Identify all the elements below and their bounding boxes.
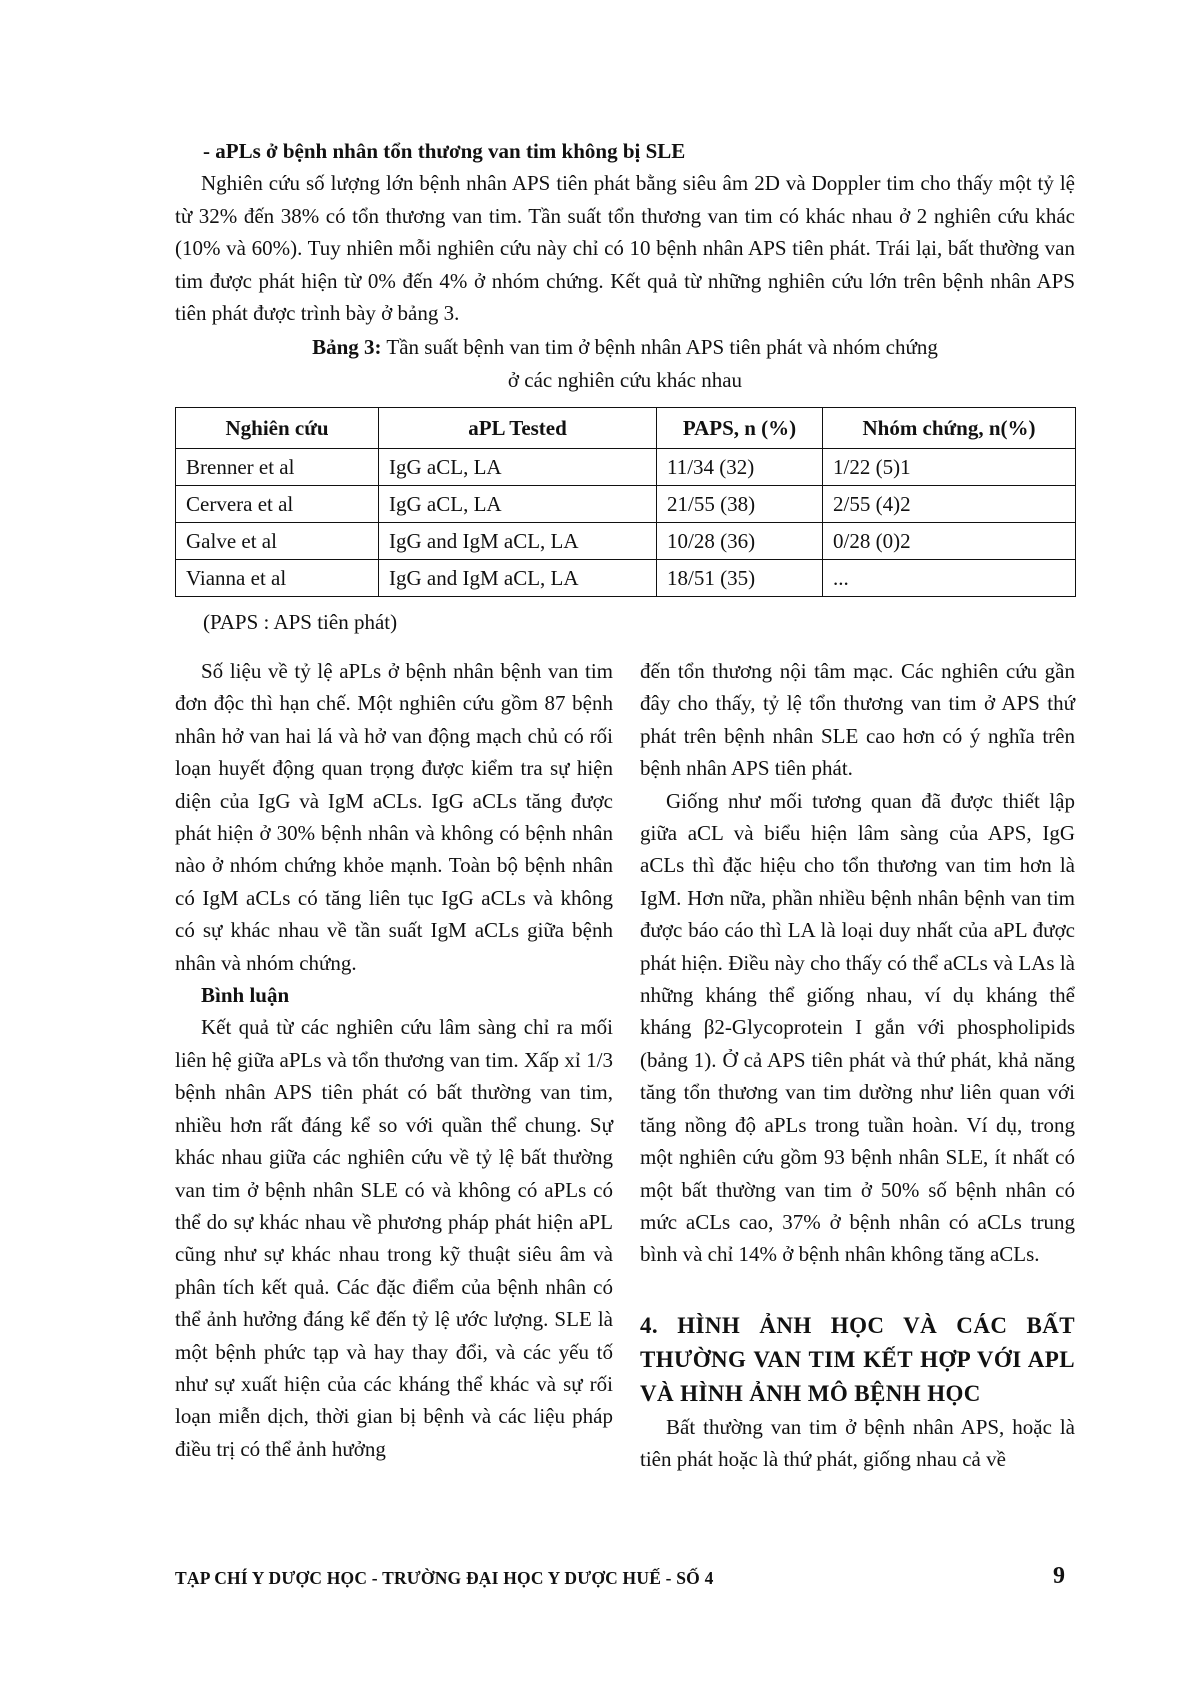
table-cell: IgG aCL, LA bbox=[379, 486, 657, 523]
table-header-cell: aPL Tested bbox=[379, 408, 657, 449]
comment-subheading: Bình luận bbox=[201, 983, 290, 1008]
table-cell: 10/28 (36) bbox=[657, 523, 823, 560]
table-header-cell: PAPS, n (%) bbox=[657, 408, 823, 449]
journal-footer: TẠP CHÍ Y DƯỢC HỌC - TRƯỜNG ĐẠI HỌC Y DƯỢC HUẾ - SỐ 4 bbox=[175, 1568, 714, 1588]
table-cell: IgG and IgM aCL, LA bbox=[379, 523, 657, 560]
left-column bbox=[175, 655, 613, 1465]
table-cell: Cervera et al bbox=[176, 486, 379, 523]
table-header-cell: Nghiên cứu bbox=[176, 408, 379, 449]
right-paragraph-3: Bất thường van tim ở bệnh nhân APS, hoặc là tiên phát hoặc là thứ phát, giống nhau cả về bbox=[640, 1414, 1075, 1472]
intro-paragraph: Nghiên cứu số lượng lớn bệnh nhân APS tiên phát bằng siêu âm 2D và Doppler tim cho thấy một tỷ lệ từ 32% đến 38% có tổn thương van tim. Tần suất tổn thương van tim có khác nhau ở 2 nghiên cứu khác (10% và 60%). Tuy nhiên mỗi nghiên cứu này chỉ có 10 bệnh nhân APS tiên phát. Trái lại, bất thường van tim được phát hiện từ 0% đến 4% ở nhóm chứng. Kết quả từ những nghiên cứu lớn trên bệnh nhân APS tiên phát được trình bày ở bảng 3. bbox=[175, 171, 1075, 326]
table-caption-line2: ở các nghiên cứu khác nhau bbox=[507, 368, 743, 392]
table-caption-line1: Tần suất bệnh van tim ở bệnh nhân APS tiên phát và nhóm chứng bbox=[381, 335, 938, 359]
table-cell: IgG and IgM aCL, LA bbox=[379, 560, 657, 597]
table-note: (PAPS : APS tiên phát) bbox=[203, 610, 398, 634]
table-cell: 0/28 (0)2 bbox=[823, 523, 1076, 560]
study-table bbox=[175, 407, 1076, 597]
table-header-row bbox=[176, 408, 1076, 449]
right-paragraph-1: đến tổn thương nội tâm mạc. Các nghiên cứu gần đây cho thấy, tỷ lệ tổn thương van tim ở APS thứ phát trên bệnh nhân SLE cao hơn có ý nghĩa trên bệnh nhân APS tiên phát. bbox=[640, 659, 1075, 781]
table-cell: 18/51 (35) bbox=[657, 560, 823, 597]
intro-block bbox=[175, 135, 1075, 329]
table-cell: Galve et al bbox=[176, 523, 379, 560]
right-paragraph-2: Giống như mối tương quan đã được thiết lập giữa aCL và biểu hiện lâm sàng của APS, IgG aCLs thì đặc hiệu cho tổn thương van tim hơn là IgM. Hơn nữa, phần nhiều bệnh nhân bệnh van tim được báo cáo thì LA là loại duy nhất của aPL được phát hiện. Điều này cho thấy có thể aCLs và LAs là những kháng thể giống nhau, ví dụ kháng thể kháng β2-Glycoprotein I gắn với phospholipids (bảng 1). Ở cả APS tiên phát và thứ phát, khả năng tăng tổn thương van tim dường như liên quan với tăng nồng độ aPLs trong tuần hoàn. Ví dụ, trong một nghiên cứu gồm 93 bệnh nhân SLE, ít nhất có một bất thường van tim ở 50% số bệnh nhân có mức aCLs cao, 37% ở bệnh nhân có aCLs trung bình và chỉ 14% ở bệnh nhân không tăng aCLs. bbox=[640, 788, 1075, 1267]
section-heading: - aPLs ở bệnh nhân tổn thương van tim không bị SLE bbox=[203, 139, 686, 163]
table-cell: 21/55 (38) bbox=[657, 486, 823, 523]
table-caption bbox=[175, 331, 1075, 397]
section-title: 4. HÌNH ẢNH HỌC VÀ CÁC BẤT THƯỜNG VAN TIM KẾT HỢP VỚI APL VÀ HÌNH ẢNH MÔ BỆNH HỌC bbox=[640, 1312, 1075, 1406]
table-row bbox=[176, 560, 1076, 597]
table-cell: 11/34 (32) bbox=[657, 449, 823, 486]
table-row bbox=[176, 486, 1076, 523]
table-header-cell: Nhóm chứng, n(%) bbox=[823, 408, 1076, 449]
page-number: 9 bbox=[1053, 1563, 1065, 1589]
table-caption-label: Bảng 3: bbox=[312, 335, 382, 359]
left-paragraph-2: Kết quả từ các nghiên cứu lâm sàng chỉ ra mối liên hệ giữa aPLs và tổn thương van tim. Xấp xỉ 1/3 bệnh nhân APS tiên phát có bất thường van tim, nhiều hơn rất đáng kể so với quần thể chung. Sự khác nhau giữa các nghiên cứu về tỷ lệ bất thường van tim ở bệnh nhân SLE có và không có aPLs có thể do sự khác nhau về phương pháp phát hiện aPL cũng như sự khác nhau trong kỹ thuật siêu âm và phân tích kết quả. Các đặc điểm của bệnh nhân có thể ảnh hưởng đáng kể đến tỷ lệ ước lượng. SLE là một bệnh phức tạp và hay thay đổi, và các yếu tố như sự xuất hiện của các kháng thể khác và sự rối loạn miễn dịch, thời gian bị bệnh và các liệu pháp điều trị có thể ảnh hưởng bbox=[175, 1015, 613, 1461]
table-cell: IgG aCL, LA bbox=[379, 449, 657, 486]
table-cell: 1/22 (5)1 bbox=[823, 449, 1076, 486]
table-cell: 2/55 (4)2 bbox=[823, 486, 1076, 523]
left-paragraph-1: Số liệu về tỷ lệ aPLs ở bệnh nhân bệnh van tim đơn độc thì hạn chế. Một nghiên cứu gồm 87 bệnh nhân hở van hai lá và hở van động mạch chủ có rối loạn huyết động quan trọng được kiểm tra sự hiện diện của IgG và IgM aCLs. IgG aCLs tăng được phát hiện ở 30% bệnh nhân và không có bệnh nhân nào ở nhóm chứng khỏe mạnh. Toàn bộ bệnh nhân có IgM aCLs có tăng liên tục IgG aCLs và không có sự khác nhau về tần suất IgM aCLs giữa bệnh nhân và nhóm chứng. bbox=[175, 659, 613, 975]
right-column bbox=[640, 655, 1075, 1476]
table-cell: ... bbox=[823, 560, 1076, 597]
table-row bbox=[176, 449, 1076, 486]
table-cell: Brenner et al bbox=[176, 449, 379, 486]
table-row bbox=[176, 523, 1076, 560]
table-cell: Vianna et al bbox=[176, 560, 379, 597]
